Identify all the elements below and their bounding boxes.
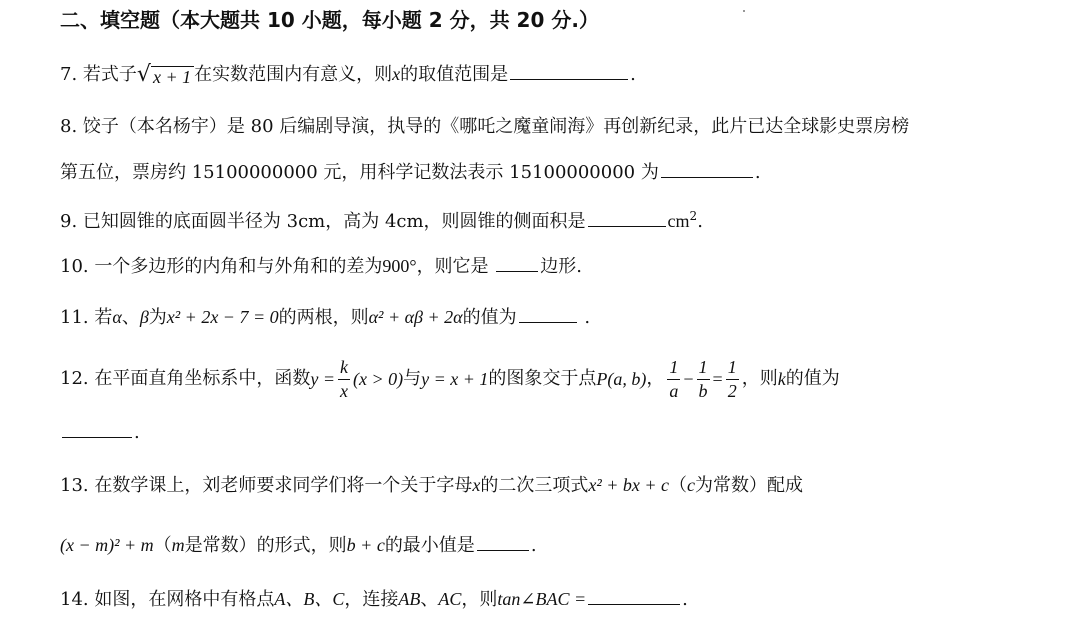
q11-pre: 11. 若 — [60, 307, 113, 328]
q13-bc: b + c — [346, 535, 385, 555]
q12-post: ，则 — [741, 368, 778, 389]
question-7 — [60, 64, 636, 86]
q11-sep: 、 — [121, 307, 140, 328]
q12-pre: 12. 在平面直角坐标系中，函数 — [60, 368, 311, 389]
q12-frac-num: k — [338, 356, 350, 380]
question-8-line1: 8. 饺子（本名杨宇）是 80 后编剧导演，执导的《哪吒之魔童闹海》再创新纪录，此片已达全球影史票房榜 — [60, 116, 910, 137]
q12-fraction-1-2: $\frac{1}{2}$ — [727, 357, 737, 401]
q12-fraction-1-a: $\frac{1}{a}$ — [669, 357, 679, 401]
q10-post: 边形. — [540, 256, 583, 277]
q7-post1: 在实数范围内有意义，则 — [194, 64, 393, 85]
q12-equals: = — [712, 369, 723, 389]
q8-line2-text: 第五位，票房约 15100000000 元，用科学记数法表示 15100000000 为 — [60, 162, 659, 183]
q8-blank[interactable] — [661, 176, 753, 178]
q13-m: m — [171, 535, 185, 555]
q12-fraction-1-b: $\frac{1}{b}$ — [698, 357, 708, 401]
q14-end: . — [682, 589, 688, 610]
q10-mid: ，则它是 — [416, 256, 489, 277]
q13-x: x — [472, 475, 481, 495]
q7-end: . — [630, 64, 636, 85]
question-12 — [60, 356, 840, 402]
q11-beta: β — [139, 307, 149, 327]
question-11 — [60, 308, 590, 327]
q14-ab: AB — [398, 589, 421, 609]
q12-fraction-k-x — [338, 356, 350, 402]
q12-condition: (x > 0) — [353, 369, 404, 389]
q14-points: A、B、C — [274, 589, 345, 609]
q10-val: 900° — [382, 256, 417, 276]
q13-poly: x² + bx + c — [588, 475, 670, 495]
q9-end: . — [697, 211, 703, 232]
question-13-line2: (x − m)² + m（m是常数）的形式，则b + c的最小值是 . — [60, 535, 537, 556]
q9-unit: cm — [667, 211, 690, 231]
q9-blank[interactable] — [588, 225, 666, 227]
q12-line: y = x + 1 — [421, 369, 489, 389]
q12-mid1: 与 — [403, 368, 422, 389]
q12-blank[interactable] — [62, 436, 132, 438]
q12-comma: ， — [646, 368, 665, 389]
question-13-line1: 13. 在数学课上，刘老师要求同学们将一个关于字母x的二次三项式x² + bx + c（c为常数）配成 — [60, 475, 804, 496]
q12-minus: − — [683, 369, 694, 389]
q7-post2: 的取值范围是 — [400, 64, 509, 85]
q12-post2: 的值为 — [785, 368, 840, 389]
question-12-answer-line — [60, 424, 140, 442]
q13-post2: 的最小值是 — [384, 535, 475, 556]
q14-mid: ，连接 — [344, 589, 399, 610]
q11-end: . — [584, 307, 591, 328]
scan-speck — [743, 10, 745, 12]
q9-sup: 2 — [689, 209, 698, 223]
q14-tan: tan∠BAC = — [497, 589, 587, 609]
q11-equation: x² + 2x − 7 = 0 — [166, 307, 279, 327]
q11-mid2: 的两根，则 — [278, 307, 369, 328]
q12-mid2: 的图象交于点 — [488, 368, 597, 389]
q7-num: 7. — [60, 64, 78, 85]
q13-blank[interactable] — [477, 549, 529, 551]
q14-blank[interactable] — [588, 603, 680, 605]
question-10 — [60, 257, 582, 276]
q9-text: 9. 已知圆锥的底面圆半径为 3cm，高为 4cm，则圆锥的侧面积是 — [60, 211, 586, 232]
q7-radicand: x + 1 — [151, 66, 194, 86]
question-14: 14. 如图，在网格中有格点A、B、C，连接AB、AC，则tan∠BAC = . — [60, 589, 688, 610]
q7-blank[interactable] — [510, 78, 628, 80]
q12-y: y = — [310, 369, 335, 389]
q12-end: . — [134, 422, 140, 443]
question-9 — [60, 210, 703, 231]
q11-alpha: α — [112, 307, 122, 327]
q8-end: . — [754, 162, 761, 183]
q13-c: c — [687, 475, 696, 495]
q14-mid2: ，则 — [461, 589, 498, 610]
q11-blank[interactable] — [519, 321, 577, 323]
q7-var: x — [392, 64, 401, 84]
q14-pre: 14. 如图，在网格中有格点 — [60, 589, 275, 610]
section-heading: 二、填空题（本大题共 10 小题，每小题 2 分，共 20 分.） — [60, 8, 599, 32]
q12-k: k — [777, 369, 786, 389]
q11-expression: α² + αβ + 2α — [368, 307, 463, 327]
q14-ac: AC — [438, 589, 462, 609]
q11-mid1: 为 — [148, 307, 167, 328]
q11-post: 的值为 — [462, 307, 517, 328]
q10-blank[interactable] — [496, 270, 538, 272]
q13-pre: 13. 在数学课上，刘老师要求同学们将一个关于字母 — [60, 475, 473, 496]
q12-point: P(a, b) — [596, 369, 647, 389]
q13-form: (x − m)² + m — [60, 535, 154, 555]
q12-frac-den: x — [340, 380, 348, 401]
q13-mid: 的二次三项式 — [480, 475, 589, 496]
q13-end: . — [530, 535, 537, 556]
question-8-line2 — [60, 164, 761, 182]
q7-pre: 若式子 — [82, 64, 137, 85]
q13-post: 为常数）配成 — [695, 475, 804, 496]
q10-pre: 10. 一个多边形的内角和与外角和的差为 — [60, 256, 383, 277]
q13-mid2: 是常数）的形式，则 — [184, 535, 347, 556]
q7-sqrt: √ x + 1 — [137, 64, 194, 86]
